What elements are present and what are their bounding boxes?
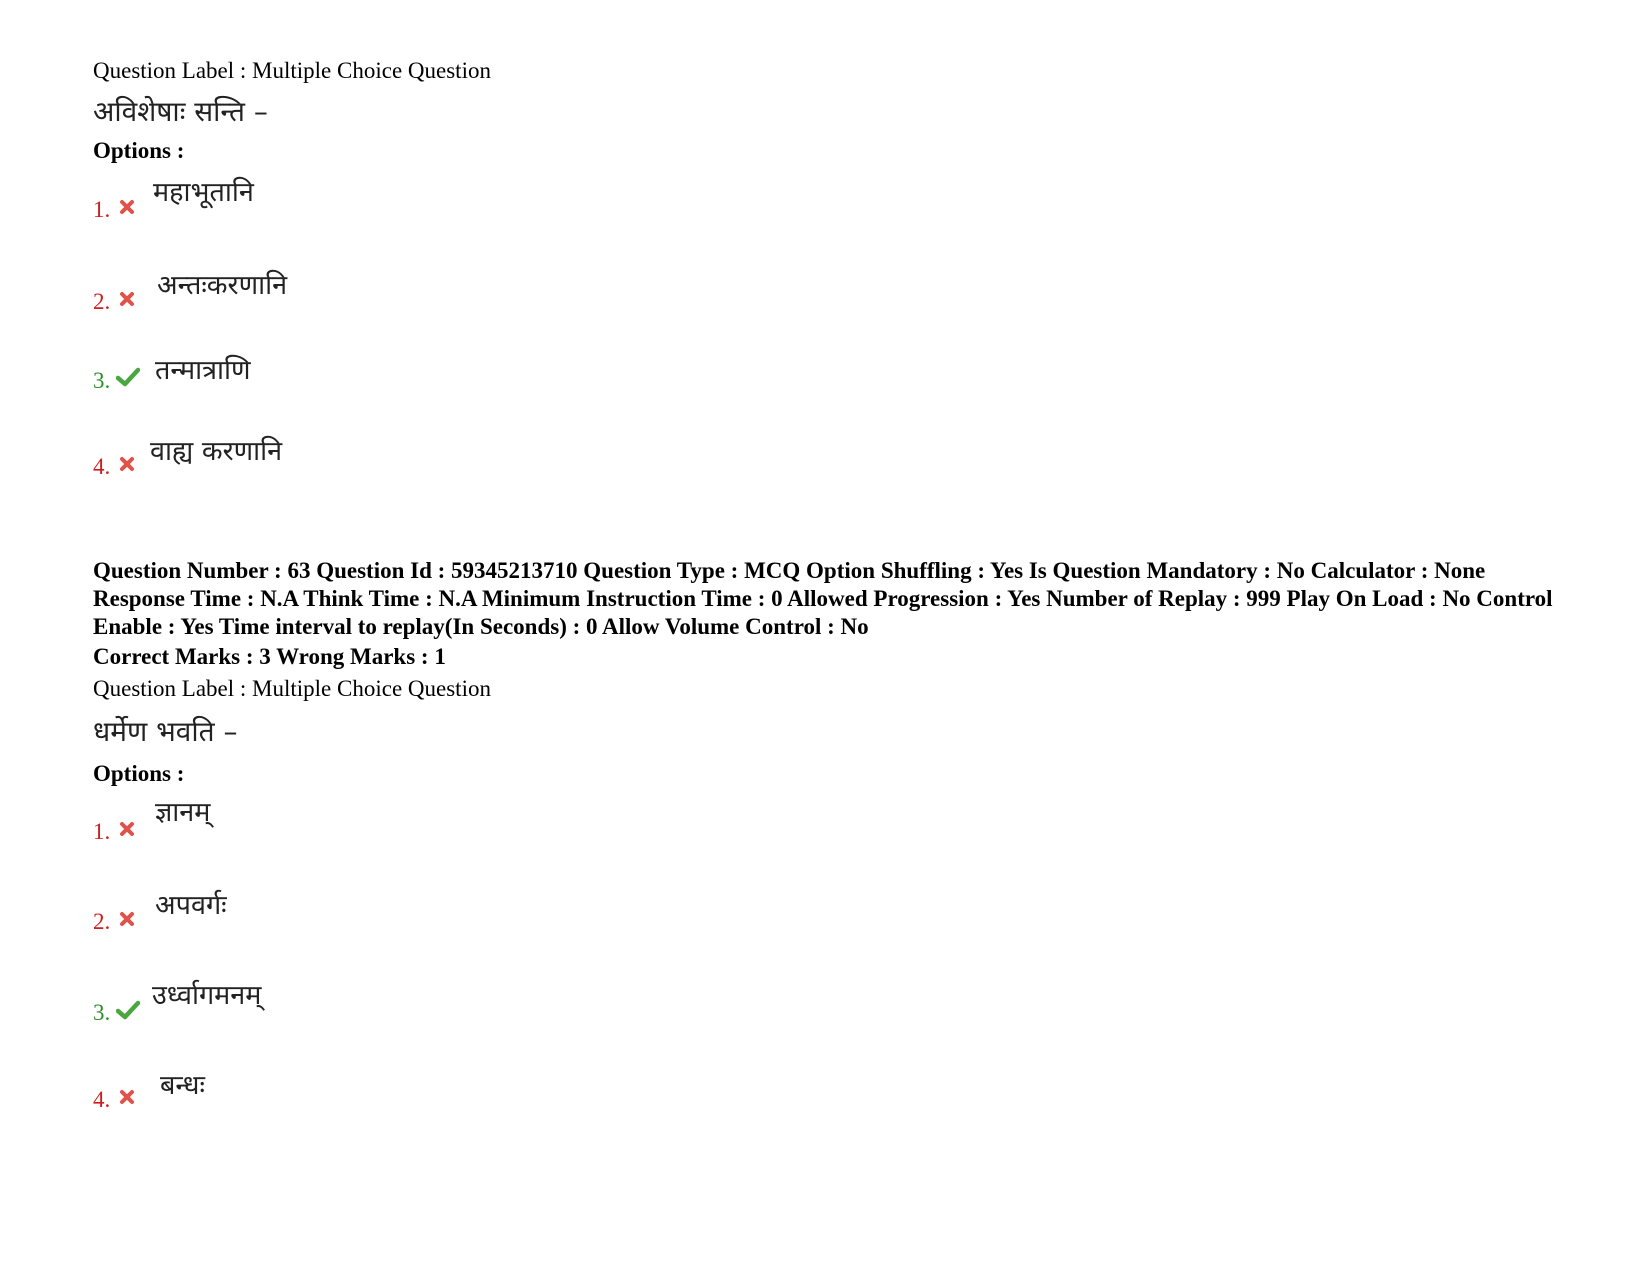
option-text: उर्ध्वागमनम् (152, 980, 262, 1011)
option-row (93, 288, 110, 316)
check-icon (116, 367, 140, 387)
option-text: ज्ञानम् (155, 797, 211, 828)
option-row (93, 367, 110, 395)
question-label: Question Label : Multiple Choice Question (93, 676, 491, 701)
option-number: 2. (93, 289, 111, 314)
options-heading: Options : (93, 761, 185, 786)
option-text: तन्मात्राणि (155, 355, 251, 386)
cross-icon (119, 821, 135, 837)
question-text: धर्मेण भवति – (93, 715, 238, 748)
question-text: अविशेषाः सन्ति – (93, 95, 268, 128)
check-icon (116, 1000, 140, 1020)
option-row (93, 818, 110, 846)
cross-icon (119, 291, 135, 307)
option-number: 4. (93, 1087, 111, 1112)
option-number: 1. (93, 197, 111, 222)
marks-info: Correct Marks : 3 Wrong Marks : 1 (93, 644, 446, 669)
option-number: 3. (93, 1000, 111, 1025)
cross-icon (119, 911, 135, 927)
option-row (93, 453, 110, 481)
option-row (93, 1086, 110, 1114)
option-row (93, 196, 110, 224)
option-text: बन्धः (160, 1070, 205, 1101)
option-text: महाभूतानि (153, 177, 254, 208)
question-meta: Question Number : 63 Question Id : 59345213710 Question Type : MCQ Option Shuffling : Yes Is Question Mandatory : No Calculator : None Response Time : N.A Think Time : N.A Minimum Instruction Time : 0 Allowed Progression : Yes Number of Replay : 999 Play On Load : No Control Enable : Yes Time interval to replay(In Seconds) : 0 Allow Volume Control : No (93, 558, 1553, 639)
question-label: Question Label : Multiple Choice Question (93, 58, 491, 83)
option-number: 4. (93, 454, 111, 479)
option-row (93, 908, 110, 936)
cross-icon (119, 199, 135, 215)
option-text: वाह्य करणानि (150, 436, 283, 467)
cross-icon (119, 1089, 135, 1105)
option-number: 3. (93, 368, 111, 393)
option-number: 2. (93, 909, 111, 934)
options-heading: Options : (93, 138, 185, 163)
cross-icon (119, 456, 135, 472)
option-text: अपवर्गः (155, 890, 227, 921)
option-row (93, 999, 110, 1027)
option-number: 1. (93, 819, 111, 844)
option-text: अन्तःकरणानि (157, 270, 288, 301)
